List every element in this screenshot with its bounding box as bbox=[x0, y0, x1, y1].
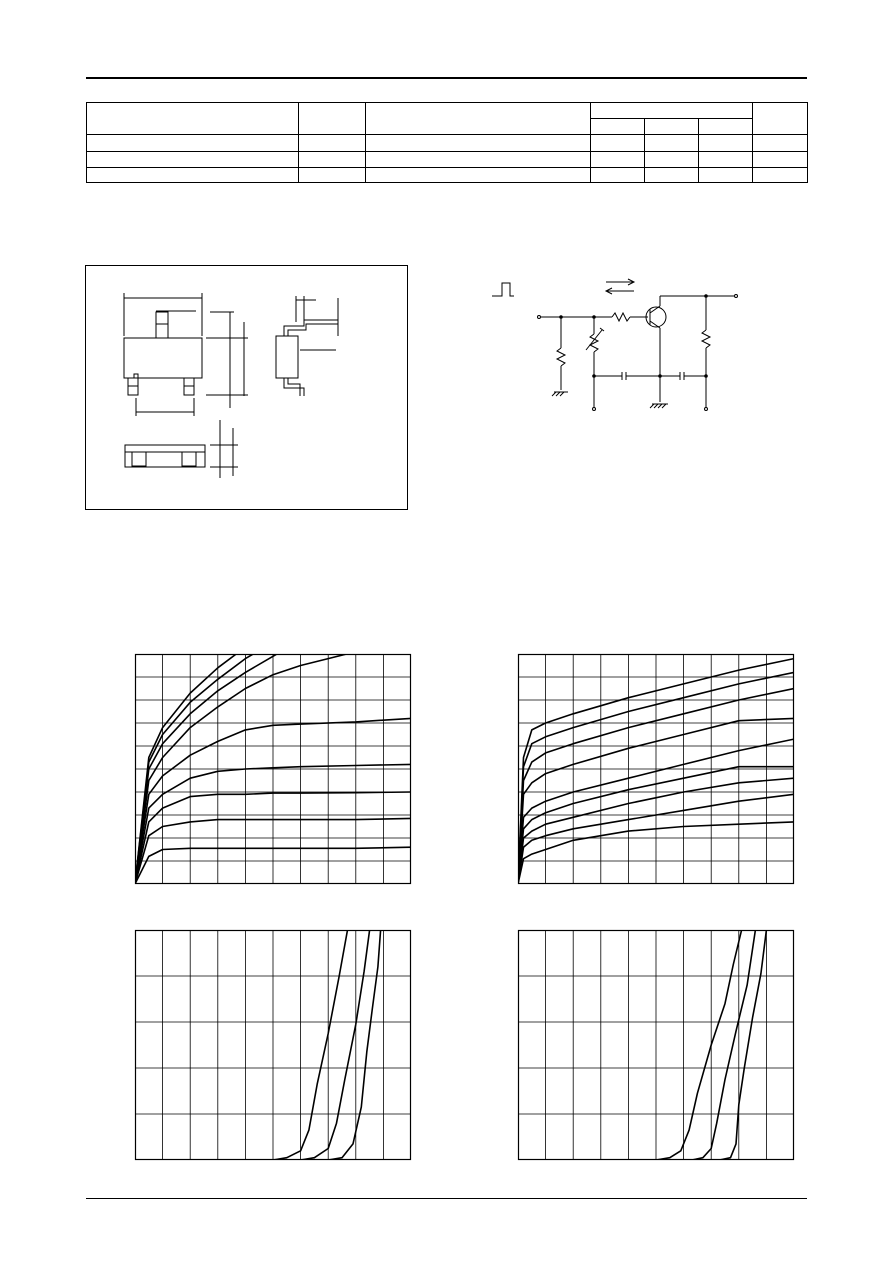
series-line-2 bbox=[692, 930, 756, 1160]
chart-3 bbox=[135, 930, 411, 1160]
series-line-2 bbox=[301, 930, 370, 1160]
series-line-3 bbox=[720, 930, 767, 1160]
series-line-1 bbox=[656, 930, 742, 1160]
chart-1 bbox=[135, 654, 411, 884]
chart-4 bbox=[518, 930, 794, 1160]
chart-2 bbox=[518, 654, 794, 884]
